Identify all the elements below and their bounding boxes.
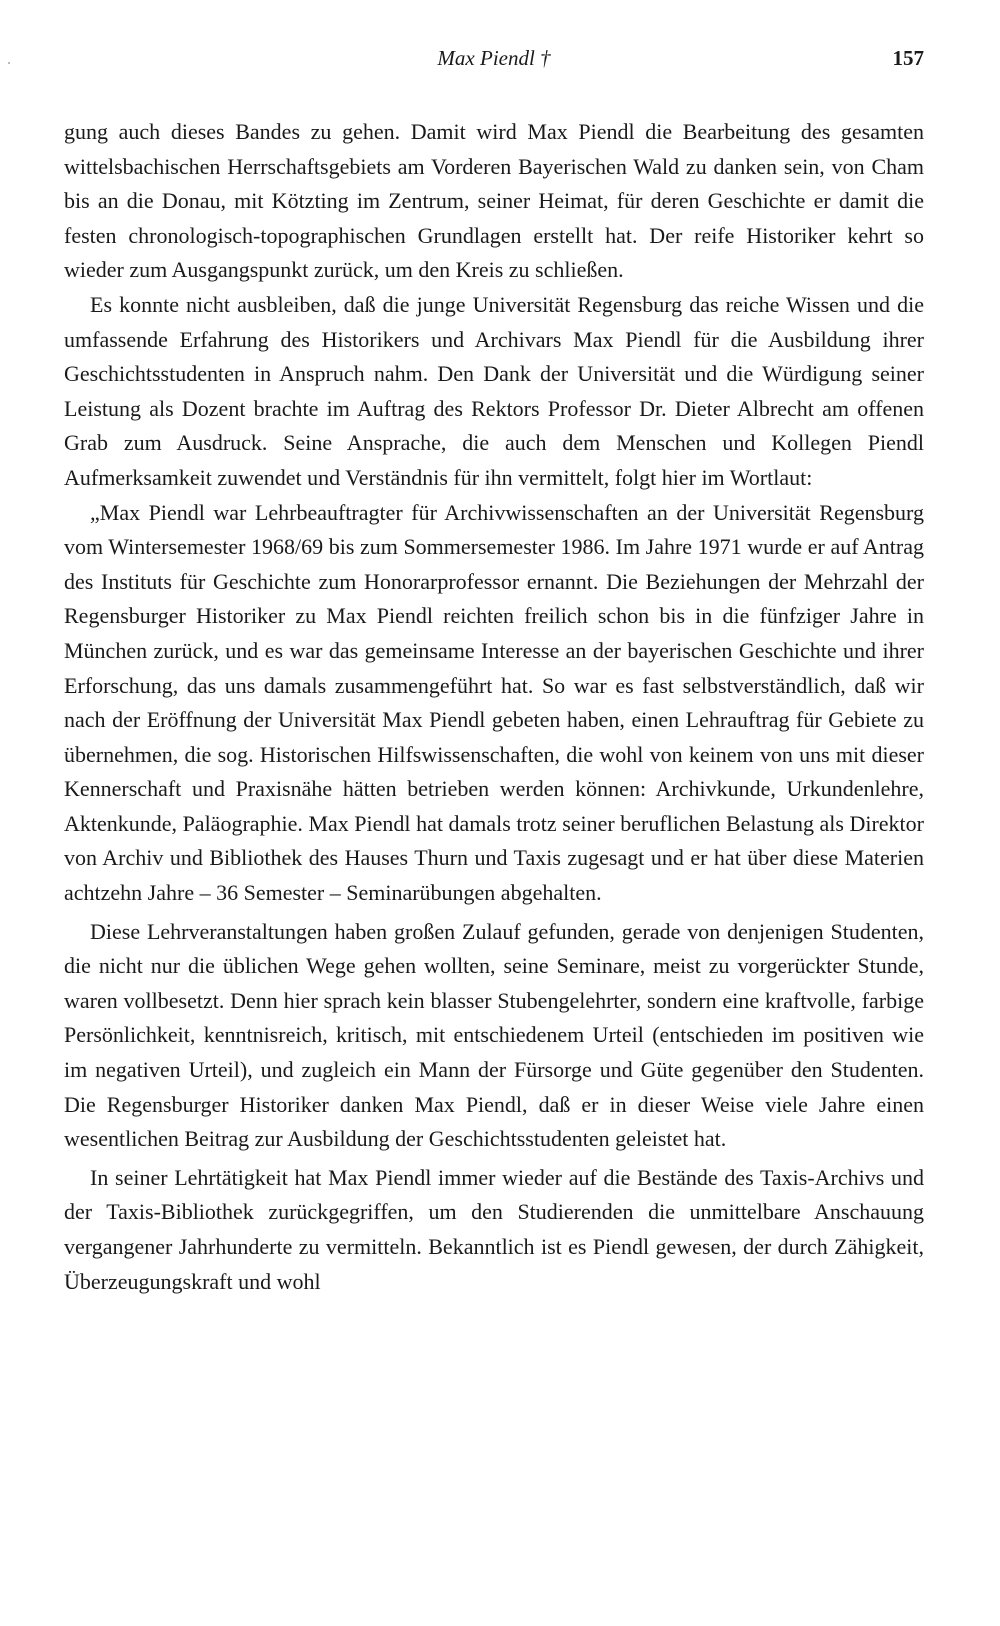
paragraph-3: In seiner Lehrtätigkeit hat Max Piendl immer wieder auf die Bestände des Taxis-Archivs und der Taxis-Bibliothek zurückgegriffen, um den Studierenden die unmittelbare Anschauung vergangener Jahrhunderte zu vermitteln. Bekanntlich ist es Piendl gewesen, der durch Zähigkeit, Überzeugungskraft und wohl: [64, 1164, 924, 1294]
paragraph-1: gung auch dieses Bandes zu gehen. Damit wird Max Piendl die Bearbeitung des gesamten wittelsbachischen Herrschaftsgebiets am Vorderen Bayerischen Wald zu danken sein, von Cham bis an die Donau, mit Kötzting im Zentrum, seiner Heimat, für deren Geschichte er damit die festen chronologisch-topographischen Grundlagen erstellt hat. Der reife Historiker kehrt so wieder zum Ausgangspunkt zurück, um den Kreis zu schließen.: [64, 119, 924, 283]
running-title: Max Piendl †: [437, 46, 551, 70]
quote-paragraph-1: „Max Piendl war Lehrbeauftragter für Archivwissenschaften an der Universität Regensburg vom Wintersemester 1968/69 bis zum Sommersemester 1986. Im Jahre 1971 wurde er auf Antrag des Instituts für Geschichte zum Honorarprofessor ernannt. Die Beziehungen der Mehrzahl der Regensburger Historiker zu Max Piendl reichten freilich schon bis in die fünfziger Jahre in München zurück, und es war das gemeinsame Interesse an der bayerischen Geschichte und ihrer Erforschung, das uns damals zusammengeführt hat. So war es fast selbstverständlich, daß wir nach der Eröffnung der Universität Max Piendl gebeten haben, einen Lehrauftrag für Gebiete zu übernehmen, die sog. Historischen Hilfswissenschaften, die wohl von keinem von uns mit dieser Kennerschaft und Praxisnähe hätten betrieben werden können: Archivkunde, Urkundenlehre, Aktenkunde, Paläographie. Max Piendl hat damals trotz seiner beruflichen Belastung als Direktor von Archiv und Bibliothek des Hauses Thurn und Taxis zugesagt und er hat über diese Materien achtzehn Jahre – 36 Semester – Seminarübungen abgehalten.: [64, 499, 924, 906]
scan-artifact: [8, 62, 10, 64]
page-number: 157: [892, 46, 924, 70]
paragraph-2: Es konnte nicht ausbleiben, daß die junge Universität Regensburg das reiche Wissen und die umfassende Erfahrung des Historikers und Archivars Max Piendl für die Ausbildung ihrer Geschichtsstudenten in Anspruch nahm. Den Dank der Universität und die Würdigung seiner Leistung als Dozent brachte im Auftrag des Rektors Professor Dr. Dieter Albrecht am offenen Grab zum Ausdruck. Seine Ansprache, die auch dem Menschen und Kollegen Piendl Aufmerksamkeit zuwendet und Verständnis für ihn vermittelt, folgt hier im Wortlaut:: [64, 291, 924, 490]
body-text: [64, 115, 924, 1299]
quote-paragraph-2: Diese Lehrveranstaltungen haben großen Zulauf gefunden, gerade von denjenigen Studenten, die nicht nur die üblichen Wege gehen wollten, seine Seminare, meist zu vorgerückter Stunde, waren vollbesetzt. Denn hier sprach kein blasser Stubengelehrter, sondern eine kraftvolle, farbige Persönlichkeit, kenntnisreich, kritisch, mit entschiedenem Urteil (entschieden im positiven wie im negativen Urteil), und zugleich ein Mann der Fürsorge und Güte gegenüber den Studenten. Die Regensburger Historiker danken Max Piendl, daß er in dieser Weise viele Jahre einen wesentlichen Beitrag zur Ausbildung der Geschichtsstudenten geleistet hat.: [64, 918, 924, 1152]
running-header: [64, 46, 924, 76]
